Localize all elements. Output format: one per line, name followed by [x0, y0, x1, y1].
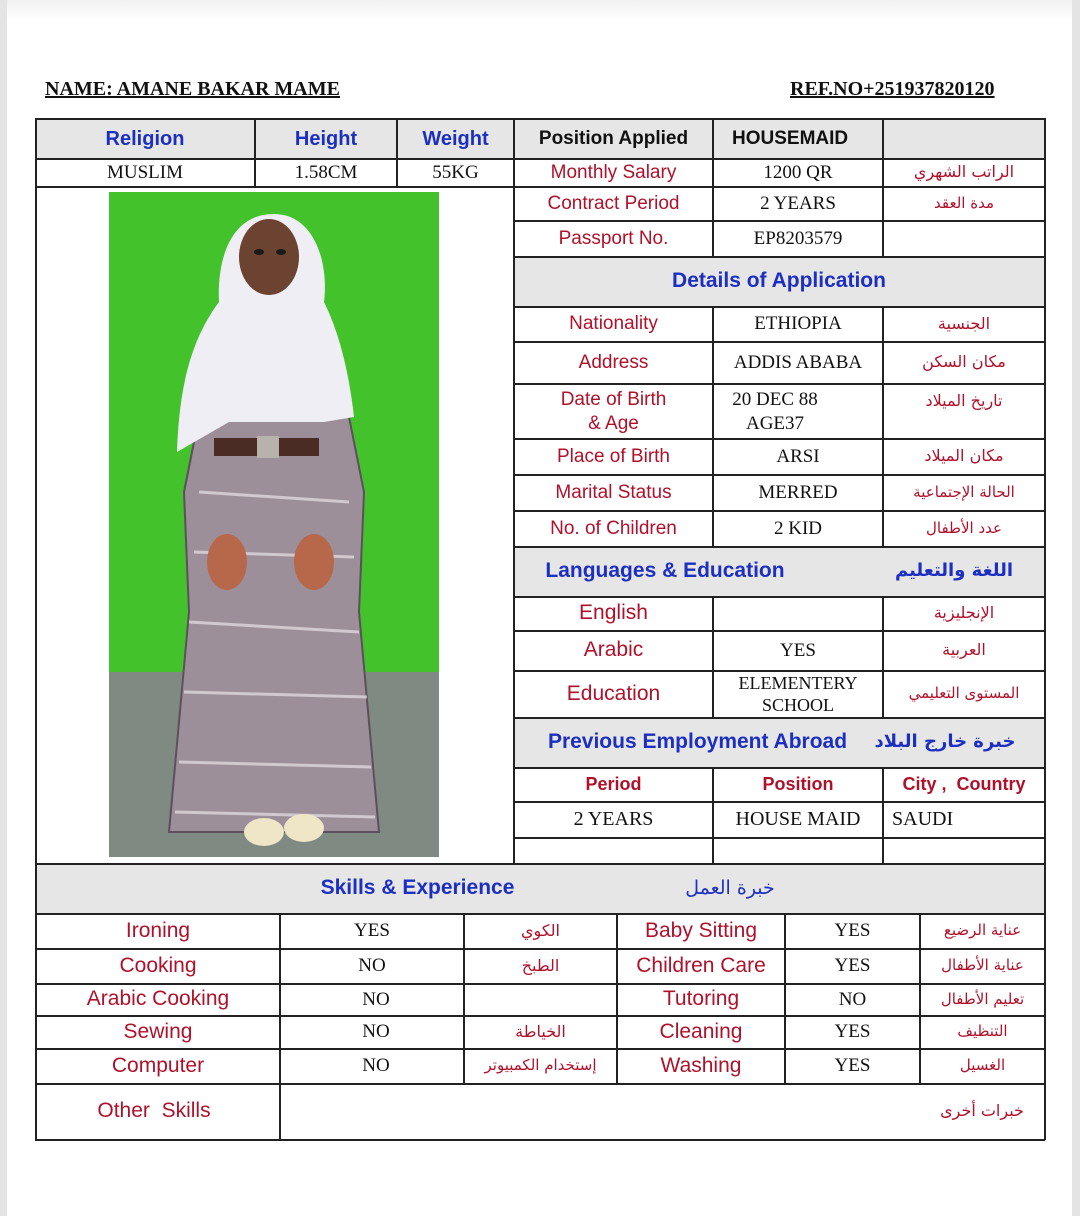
skill-cooking-label: Cooking — [119, 953, 197, 977]
weight-label: Weight — [422, 127, 489, 150]
skill-tutoring-value: NO — [838, 988, 867, 1010]
skill-cleaning-value: YES — [834, 1021, 871, 1043]
height-label: Height — [294, 127, 358, 150]
religion-value: MUSLIM — [106, 161, 183, 183]
candidate-name: NAME: AMANE BAKAR MAME — [45, 78, 340, 100]
position-header: Position — [762, 774, 834, 795]
education-value-line1: ELEMENTERY — [738, 672, 858, 693]
age-label: & Age — [588, 413, 639, 435]
nationality-value: ETHIOPIA — [754, 313, 842, 335]
skill-ironing-arabic: الكوي — [521, 920, 560, 940]
contract-period-label: Contract Period — [547, 192, 680, 214]
page-edge-left — [0, 0, 7, 1216]
religion-label: Religion — [105, 127, 185, 150]
employment-position-value: HOUSE MAID — [735, 808, 861, 830]
other-skills-label: Other Skills — [97, 1099, 211, 1123]
dob-arabic: تاريخ الميلاد — [925, 390, 1003, 410]
address-arabic: مكان السكن — [922, 352, 1006, 372]
skill-children-care-label: Children Care — [636, 953, 766, 977]
marital-status-label: Marital Status — [555, 481, 672, 503]
skill-washing-label: Washing — [660, 1053, 742, 1077]
birthplace-arabic: مكان الميلاد — [924, 446, 1004, 466]
skill-tutoring-arabic: تعليم الأطفال — [940, 989, 1025, 1008]
monthly-salary-value: 1200 QR — [763, 161, 833, 183]
contract-period-value: 2 YEARS — [760, 192, 836, 214]
employment-title-arabic: خبرة خارج البلاد — [874, 731, 1016, 753]
skills-title: Skills & Experience — [320, 876, 515, 900]
marital-status-value: MERRED — [758, 481, 838, 503]
skill-sewing-arabic: الخياطة — [515, 1021, 566, 1041]
skill-cooking-value: NO — [358, 955, 386, 977]
position-applied-label: Position Applied — [538, 128, 689, 150]
arabic-label: Arabic — [583, 638, 644, 662]
contract-period-arabic: مدة العقد — [934, 193, 994, 212]
employment-title: Previous Employment Abroad — [547, 730, 848, 754]
age-value: AGE37 — [745, 413, 805, 435]
nationality-label: Nationality — [569, 313, 658, 335]
skill-arabic-cooking-value: NO — [362, 988, 390, 1010]
reference-number: REF.NO+251937820120 — [790, 78, 995, 100]
position-applied-value: HOUSEMAID — [732, 128, 849, 150]
skill-ironing-value: YES — [354, 920, 390, 942]
skill-sewing-label: Sewing — [123, 1019, 193, 1043]
skill-baby-sitting-value: YES — [834, 920, 871, 942]
skill-cleaning-label: Cleaning — [659, 1019, 743, 1043]
education-arabic: المستوى التعليمي — [908, 684, 1020, 703]
children-value: 2 KID — [773, 517, 823, 539]
english-label: English — [579, 601, 648, 625]
english-value — [714, 597, 882, 630]
address-value: ADDIS ABABA — [733, 351, 863, 373]
page-edge-right — [1072, 0, 1080, 1216]
other-skills-arabic: خبرات أخرى — [940, 1101, 1024, 1121]
skill-sewing-value: NO — [362, 1021, 390, 1043]
monthly-salary-arabic: الراتب الشهري — [913, 162, 1015, 182]
period-header: Period — [585, 774, 642, 795]
education-value-line2: SCHOOL — [761, 694, 834, 715]
birthplace-value: ARSI — [776, 445, 820, 467]
skill-tutoring-label: Tutoring — [662, 987, 740, 1011]
city-country-header: City , Country — [902, 774, 1026, 795]
passport-value: EP8203579 — [753, 227, 843, 249]
languages-title-arabic: اللغة والتعليم — [894, 560, 1014, 582]
skill-computer-arabic: إستخدام الكمبيوتر — [484, 1056, 597, 1075]
arabic-arabic: العربية — [942, 640, 986, 660]
details-title: Details of Application — [672, 269, 886, 293]
languages-title: Languages & Education — [545, 559, 785, 583]
skill-arabic-cooking-label: Arabic Cooking — [86, 987, 230, 1011]
english-arabic: الإنجليزية — [933, 603, 995, 623]
children-arabic: عدد الأطفال — [926, 518, 1002, 537]
birthplace-label: Place of Birth — [557, 445, 670, 467]
employment-period-value: 2 YEARS — [573, 808, 654, 830]
skill-washing-arabic: الغسيل — [959, 1056, 1006, 1075]
education-label: Education — [566, 681, 661, 705]
marital-status-arabic: الحالة الإجتماعية — [913, 482, 1015, 501]
skill-baby-sitting-label: Baby Sitting — [644, 918, 758, 942]
candidate-photo — [109, 192, 439, 857]
skill-ironing-label: Ironing — [125, 918, 191, 942]
skill-cleaning-arabic: التنظيف — [957, 1022, 1008, 1041]
monthly-salary-label: Monthly Salary — [550, 161, 677, 183]
children-label: No. of Children — [550, 517, 677, 539]
skill-children-care-arabic: عناية الأطفال — [941, 956, 1024, 975]
skills-title-arabic: خبرة العمل — [685, 876, 775, 899]
passport-label: Passport No. — [558, 227, 669, 249]
address-label: Address — [578, 351, 649, 373]
employment-country-value: SAUDI — [892, 808, 954, 830]
arabic-value: YES — [780, 639, 816, 661]
skill-cooking-arabic: الطبخ — [521, 955, 560, 975]
skill-computer-value: NO — [362, 1055, 390, 1077]
skill-baby-sitting-arabic: عناية الرضيع — [943, 921, 1022, 940]
dob-label: Date of Birth — [560, 389, 667, 411]
skill-computer-label: Computer — [111, 1053, 205, 1077]
top-fade — [7, 0, 1072, 20]
height-value: 1.58CM — [294, 161, 358, 183]
dob-value: 20 DEC 88 — [732, 389, 818, 411]
skill-children-care-value: YES — [834, 955, 871, 977]
weight-value: 55KG — [432, 161, 479, 183]
skill-washing-value: YES — [834, 1055, 871, 1077]
nationality-arabic: الجنسية — [937, 313, 991, 333]
